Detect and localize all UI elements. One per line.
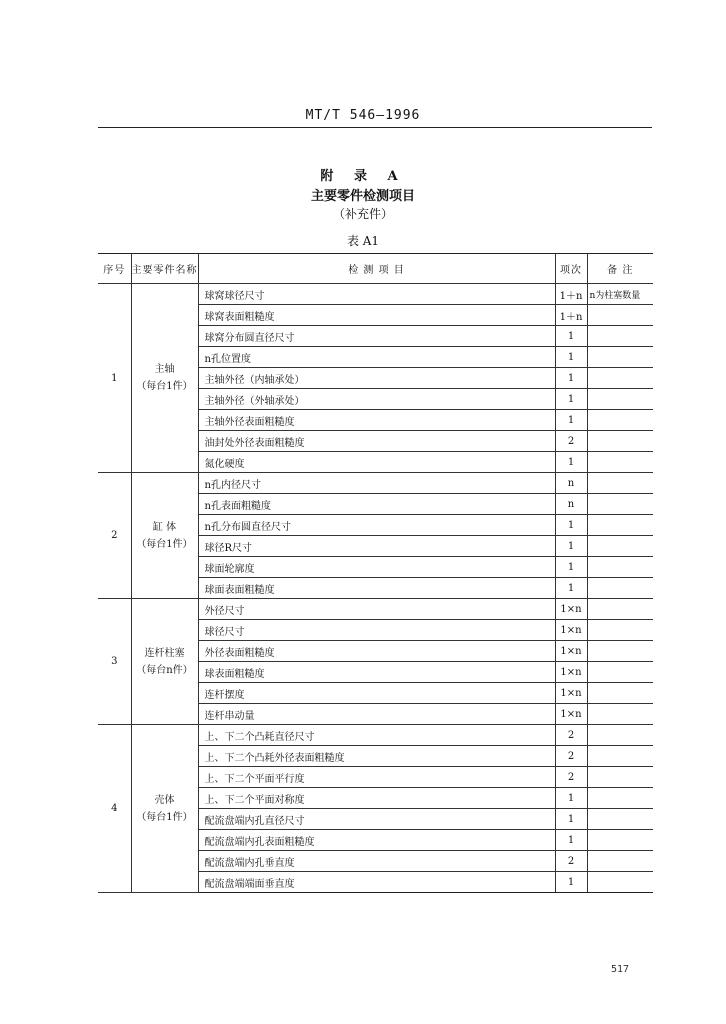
- item-note: [587, 599, 653, 620]
- appendix-title: 主要零件检测项目: [310, 189, 415, 204]
- inspection-item: 连杆串动量: [198, 704, 555, 725]
- inspection-item: 球窝表面粗糙度: [198, 305, 555, 326]
- item-count: 1×n: [555, 641, 587, 662]
- item-note: [587, 515, 653, 536]
- item-note: [587, 662, 653, 683]
- item-count: 1: [555, 536, 587, 557]
- item-note: [587, 431, 653, 452]
- item-note: [587, 578, 653, 599]
- item-count: 1＋n: [555, 305, 587, 326]
- item-note: [587, 704, 653, 725]
- item-count: 1: [555, 410, 587, 431]
- item-count: 1×n: [555, 599, 587, 620]
- inspection-item: 上、下二个凸耗外径表面粗糙度: [198, 746, 555, 767]
- part-quantity: （每台1件）: [136, 811, 193, 823]
- inspection-item: 氮化硬度: [198, 452, 555, 473]
- item-note: [587, 725, 653, 746]
- part-name-cell: [131, 725, 198, 893]
- inspection-item: 配流盘端内孔垂直度: [198, 851, 555, 872]
- item-count: 1×n: [555, 683, 587, 704]
- table-row: [98, 599, 653, 620]
- part-quantity: （每台1件）: [136, 538, 193, 550]
- part-name: 壳体: [154, 794, 175, 806]
- item-count: 2: [555, 851, 587, 872]
- item-note: [587, 389, 653, 410]
- table-row: [98, 725, 653, 746]
- inspection-item: 球面轮廓度: [198, 557, 555, 578]
- inspection-item: 连杆摆度: [198, 683, 555, 704]
- item-note: [587, 536, 653, 557]
- item-count: 1×n: [555, 620, 587, 641]
- inspection-item: 配流盘端内孔表面粗糙度: [198, 830, 555, 851]
- inspection-item: 球窝分布圆直径尺寸: [198, 326, 555, 347]
- item-count: n: [555, 473, 587, 494]
- inspection-item: 上、下二个平面平行度: [198, 767, 555, 788]
- inspection-item: 主轴外径（内轴承处）: [198, 368, 555, 389]
- item-note: [587, 557, 653, 578]
- part-name-cell: [131, 473, 198, 599]
- inspection-item: 球径尺寸: [198, 620, 555, 641]
- col-header-part: 主要零件名称: [131, 254, 198, 284]
- item-count: 1: [555, 788, 587, 809]
- part-name: 主轴: [154, 364, 175, 375]
- table-row: [98, 284, 653, 305]
- item-count: 1: [555, 809, 587, 830]
- inspection-item: 球窝球径尺寸: [198, 284, 555, 305]
- inspection-item: 上、下二个平面对称度: [198, 788, 555, 809]
- inspection-item: n孔表面粗糙度: [198, 494, 555, 515]
- item-note: [587, 683, 653, 704]
- inspection-item: 上、下二个凸耗直径尺寸: [198, 725, 555, 746]
- item-note: [587, 473, 653, 494]
- item-note: [587, 347, 653, 368]
- table-body: [98, 284, 653, 893]
- item-count: 1×n: [555, 662, 587, 683]
- item-count: 1×n: [555, 704, 587, 725]
- item-count: 1: [555, 872, 587, 893]
- table-header-row: [98, 254, 653, 284]
- item-count: 1＋n: [555, 284, 587, 305]
- item-note: [587, 746, 653, 767]
- inspection-item: 外径表面粗糙度: [198, 641, 555, 662]
- part-number: 4: [98, 725, 131, 893]
- inspection-item: n孔内径尺寸: [198, 473, 555, 494]
- part-name-cell: [131, 599, 198, 725]
- inspection-item: 球径R尺寸: [198, 536, 555, 557]
- part-name: 连杆柱塞: [144, 647, 185, 659]
- appendix-label: 附 录 A: [320, 169, 406, 184]
- item-note: [587, 620, 653, 641]
- item-count: 1: [555, 452, 587, 473]
- part-number: 1: [98, 284, 131, 473]
- inspection-item: 球面表面粗糙度: [198, 578, 555, 599]
- part-name-cell: [131, 284, 198, 473]
- item-note: [587, 368, 653, 389]
- inspection-table: [98, 253, 653, 893]
- inspection-item: n孔分布圆直径尺寸: [198, 515, 555, 536]
- item-count: 1: [555, 389, 587, 410]
- inspection-item: 主轴外径（外轴承处）: [198, 389, 555, 410]
- item-note: [587, 410, 653, 431]
- item-count: 1: [555, 347, 587, 368]
- part-quantity: （每台n件）: [136, 664, 193, 676]
- item-note: [587, 305, 653, 326]
- col-header-note: 备 注: [587, 254, 653, 284]
- header-rule: [98, 127, 652, 128]
- item-count: n: [555, 494, 587, 515]
- item-count: 2: [555, 725, 587, 746]
- item-count: 1: [555, 830, 587, 851]
- item-note: [587, 851, 653, 872]
- item-note: [587, 830, 653, 851]
- inspection-item: 主轴外径表面粗糙度: [198, 410, 555, 431]
- item-count: 1: [555, 368, 587, 389]
- item-count: 2: [555, 431, 587, 452]
- item-count: 1: [555, 515, 587, 536]
- item-note: [587, 788, 653, 809]
- inspection-item: 油封处外径表面粗糙度: [198, 431, 555, 452]
- inspection-item: 外径尺寸: [198, 599, 555, 620]
- item-count: 1: [555, 578, 587, 599]
- col-header-item: 检 测 项 目: [198, 254, 555, 284]
- item-note: [587, 809, 653, 830]
- standard-code: MT/T 546—1996: [305, 108, 421, 123]
- item-count: 1: [555, 326, 587, 347]
- appendix-subtitle: （补充件）: [332, 207, 393, 221]
- item-note: [587, 326, 653, 347]
- item-count: 2: [555, 746, 587, 767]
- page-number: 517: [611, 964, 630, 975]
- item-note: [587, 872, 653, 893]
- table-caption: 表 A1: [346, 234, 380, 248]
- item-note: n为柱塞数量: [587, 284, 653, 305]
- part-number: 3: [98, 599, 131, 725]
- item-count: 2: [555, 767, 587, 788]
- col-header-count: 项次: [555, 254, 587, 284]
- col-header-no: 序号: [98, 254, 131, 284]
- item-count: 1: [555, 557, 587, 578]
- part-quantity: （每台1件）: [136, 381, 193, 392]
- inspection-item: 球表面粗糙度: [198, 662, 555, 683]
- table-row: [98, 473, 653, 494]
- inspection-item: n孔位置度: [198, 347, 555, 368]
- inspection-item: 配流盘端内孔直径尺寸: [198, 809, 555, 830]
- item-note: [587, 767, 653, 788]
- item-note: [587, 641, 653, 662]
- part-name: 缸 体: [152, 521, 177, 533]
- item-note: [587, 452, 653, 473]
- item-note: [587, 494, 653, 515]
- part-number: 2: [98, 473, 131, 599]
- inspection-item: 配流盘端端面垂直度: [198, 872, 555, 893]
